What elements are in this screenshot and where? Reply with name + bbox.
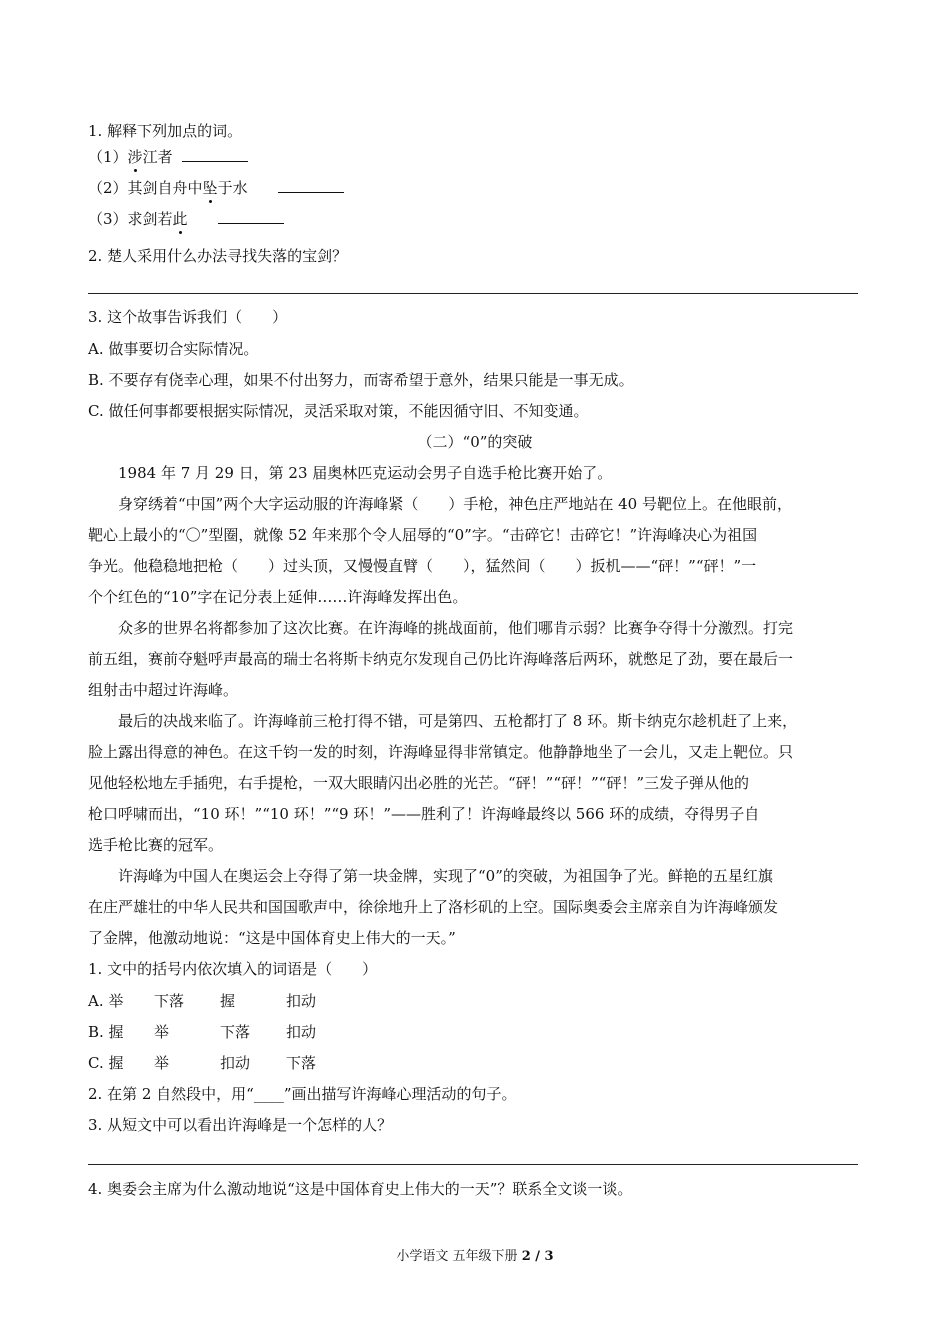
passage-line: 枪口呼啸而出，“10 环！”“10 环！”“9 环！”——胜利了！许海峰最终以 566 环的成绩，夺得男子自 bbox=[88, 805, 760, 823]
underline-mark: ____ bbox=[253, 1085, 284, 1103]
passage-line: 最后的决战来临了。许海峰前三枪打得不错，可是第四、五枪都打了 8 环。斯卡纳克尔趁机赶了上来， bbox=[118, 712, 798, 730]
p2-q3-title: 3. 从短文中可以看出许海峰是一个怎样的人？ bbox=[88, 1116, 393, 1134]
dotted-word: 此 bbox=[172, 210, 188, 228]
q2-title: 2. 楚人采用什么办法寻找失落的宝剑？ bbox=[88, 247, 348, 265]
p2-q1-title: 1. 文中的括号内依次填入的词语是（ ） bbox=[88, 960, 378, 978]
answer-line bbox=[88, 1164, 858, 1165]
q1-item-3: （3）求剑若此 bbox=[88, 209, 284, 229]
dotted-word: 坠 bbox=[202, 179, 218, 197]
passage-line: 个个红色的“10”字在记分表上延伸……许海峰发挥出色。 bbox=[88, 588, 468, 606]
p2-q1-option-b: B. 握 举 下落 扣动 bbox=[88, 1023, 317, 1041]
passage-line: 脸上露出得意的神色。在这千钧一发的时刻，许海峰显得非常镇定。他静静地坐了一会儿，又走上靶位。只 bbox=[88, 743, 794, 761]
p2-q1-option-c: C. 握 举 扣动 下落 bbox=[88, 1054, 317, 1072]
answer-blank bbox=[278, 178, 344, 193]
p2-q2-title: 2. 在第 2 自然段中，用“____”画出描写许海峰心理活动的句子。 bbox=[88, 1085, 517, 1103]
passage-line: 身穿绣着“中国”两个大字运动服的许海峰紧（ ）手枪，神色庄严地站在 40 号靶位上。在他眼前， bbox=[118, 495, 792, 513]
passage-line: 靶心上最小的“〇”型圈，就像 52 年来那个令人屈辱的“0”字。“击碎它！击碎它！”许海峰决心为祖国 bbox=[88, 526, 758, 544]
p2-q4-title: 4. 奥委会主席为什么激动地说“这是中国体育史上伟大的一天”？联系全文谈一谈。 bbox=[88, 1180, 633, 1198]
passage-line: 前五组，赛前夺魁呼声最高的瑞士名将斯卡纳克尔发现自己仍比许海峰落后两环，就憋足了劲，要在最后一 bbox=[88, 650, 794, 668]
passage-line: 众多的世界名将都参加了这次比赛。在许海峰的挑战面前，他们哪肯示弱？比赛争夺得十分激烈。打完 bbox=[118, 619, 794, 637]
page-footer: 小学语文 五年级下册 2 / 3 bbox=[396, 1249, 554, 1264]
passage-line: 了金牌，他激动地说：“这是中国体育史上伟大的一天。” bbox=[88, 929, 456, 947]
q3-option-b: B. 不要存有侥幸心理，如果不付出努力，而寄希望于意外，结果只能是一事无成。 bbox=[88, 371, 634, 389]
passage-line: 见他轻松地左手插兜，右手提枪，一双大眼睛闪出必胜的光芒。“砰！”“砰！”“砰！”三发子弹从他的 bbox=[88, 774, 750, 792]
passage-line: 争光。他稳稳地把枪（ ）过头顶，又慢慢直臂（ ），猛然间（ ）扳机——“砰！”“砰！”一 bbox=[88, 557, 757, 575]
passage-line: 组射击中超过许海峰。 bbox=[88, 681, 239, 699]
passage-line: 1984 年 7 月 29 日，第 23 届奥林匹克运动会男子自选手枪比赛开始了。 bbox=[118, 464, 613, 482]
page-number: 2 / 3 bbox=[521, 1249, 554, 1264]
q1-item-1: （1）涉江者 bbox=[88, 147, 248, 167]
q1-item-2: （2）其剑自舟中坠于水 bbox=[88, 178, 344, 198]
answer-line bbox=[88, 293, 858, 294]
q3-option-c: C. 做任何事都要根据实际情况，灵活采取对策，不能因循守旧、不知变通。 bbox=[88, 402, 589, 420]
passage-line: 选手枪比赛的冠军。 bbox=[88, 836, 224, 854]
q3-title: 3. 这个故事告诉我们（ ） bbox=[88, 308, 288, 326]
answer-blank bbox=[182, 147, 248, 162]
q1-title: 1. 解释下列加点的词。 bbox=[88, 122, 243, 140]
dotted-word: 涉 bbox=[127, 148, 143, 166]
answer-blank bbox=[218, 209, 284, 224]
section-title: （二）“0”的突破 bbox=[417, 433, 533, 451]
passage-line: 许海峰为中国人在奥运会上夺得了第一块金牌，实现了“0”的突破，为祖国争了光。鲜艳的五星红旗 bbox=[118, 867, 773, 885]
passage-line: 在庄严雄壮的中华人民共和国国歌声中，徐徐地升上了洛杉矶的上空。国际奥委会主席亲自为许海峰颁发 bbox=[88, 898, 779, 916]
q3-option-a: A. 做事要切合实际情况。 bbox=[88, 340, 259, 358]
p2-q1-option-a: A. 举 下落 握 扣动 bbox=[88, 992, 317, 1010]
